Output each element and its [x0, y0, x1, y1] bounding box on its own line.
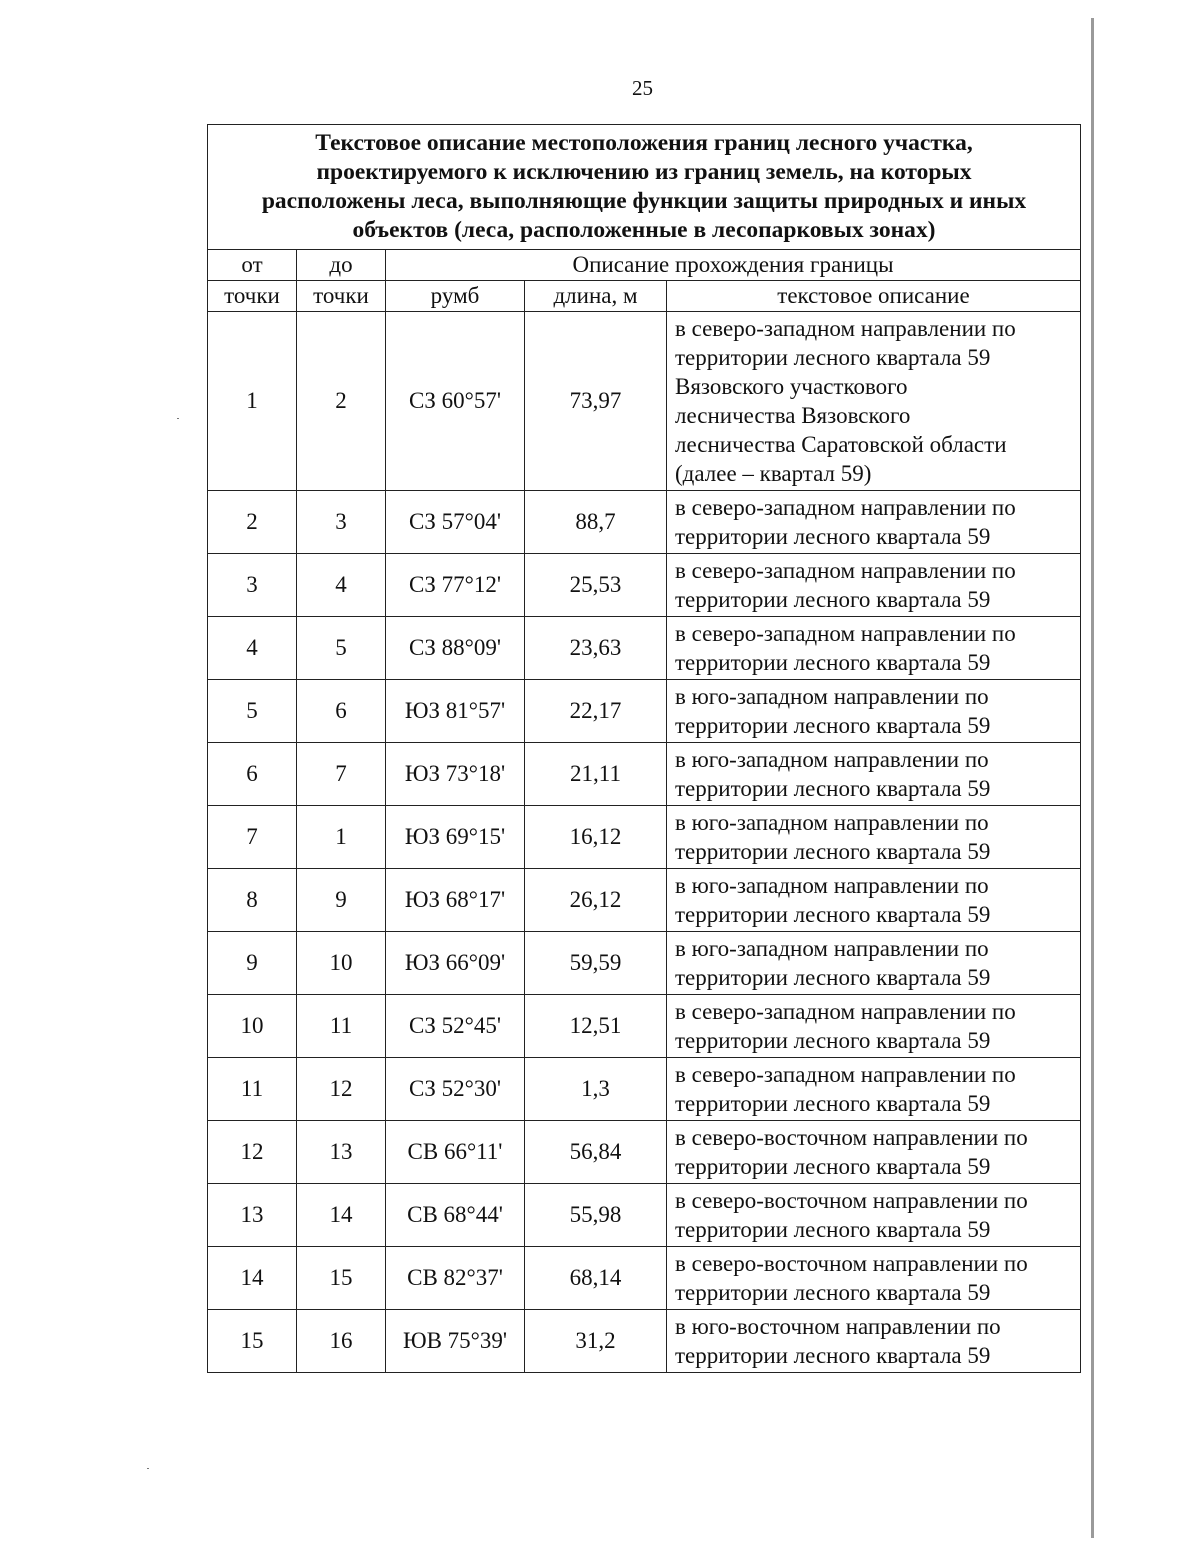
cell-to: 6 — [297, 680, 386, 743]
cell-length: 31,2 — [525, 1310, 667, 1373]
boundary-table — [207, 124, 1081, 1373]
header-text: текстовое описание — [667, 281, 1081, 312]
description-line: в северо-западном направлении по — [675, 316, 1016, 341]
cell-description — [667, 491, 1081, 554]
header-to-top: до — [297, 250, 386, 281]
description-line: территории лесного квартала 59 — [675, 902, 991, 927]
table-title: Текстовое описание местоположения границ лесного участка, проектируемого к исключению из границ земель, на которых расположены леса, выполняющие функции защиты природных и иных объектов (леса, расположенные в лесопарковых зонах) — [208, 125, 1081, 250]
cell-description — [667, 680, 1081, 743]
cell-description — [667, 1310, 1081, 1373]
cell-to: 3 — [297, 491, 386, 554]
description-line: в юго-западном направлении по — [675, 684, 989, 709]
header-to-bottom: точки — [297, 281, 386, 312]
description-line: территории лесного квартала 59 — [675, 1028, 991, 1053]
cell-description — [667, 1058, 1081, 1121]
cell-length: 1,3 — [525, 1058, 667, 1121]
table-row — [208, 1247, 1081, 1310]
cell-from: 10 — [208, 995, 297, 1058]
cell-bearing: СЗ 52°45' — [386, 995, 525, 1058]
cell-bearing: СЗ 52°30' — [386, 1058, 525, 1121]
cell-bearing: ЮЗ 81°57' — [386, 680, 525, 743]
table-row — [208, 312, 1081, 491]
cell-description — [667, 869, 1081, 932]
cell-description — [667, 743, 1081, 806]
cell-from: 14 — [208, 1247, 297, 1310]
cell-from: 12 — [208, 1121, 297, 1184]
header-row-top — [208, 250, 1081, 281]
description-line: в северо-западном направлении по — [675, 621, 1016, 646]
header-from-top: от — [208, 250, 297, 281]
cell-bearing: ЮЗ 68°17' — [386, 869, 525, 932]
cell-length: 23,63 — [525, 617, 667, 680]
description-line: в северо-западном направлении по — [675, 999, 1016, 1024]
cell-description — [667, 1184, 1081, 1247]
scan-edge-line — [1091, 18, 1094, 1538]
cell-from: 7 — [208, 806, 297, 869]
cell-from: 8 — [208, 869, 297, 932]
table-row — [208, 491, 1081, 554]
cell-bearing: ЮЗ 73°18' — [386, 743, 525, 806]
description-line: территории лесного квартала 59 — [675, 1343, 991, 1368]
table-row — [208, 680, 1081, 743]
table-row — [208, 743, 1081, 806]
description-line: территории лесного квартала 59 — [675, 1217, 991, 1242]
description-line: в северо-западном направлении по — [675, 495, 1016, 520]
cell-to: 2 — [297, 312, 386, 491]
cell-bearing: СЗ 88°09' — [386, 617, 525, 680]
description-line: территории лесного квартала 59 — [675, 776, 991, 801]
table-row — [208, 617, 1081, 680]
cell-length: 73,97 — [525, 312, 667, 491]
cell-to: 14 — [297, 1184, 386, 1247]
description-line: в северо-восточном направлении по — [675, 1125, 1028, 1150]
description-line: в северо-западном направлении по — [675, 1062, 1016, 1087]
description-line: лесничества Вязовского — [675, 403, 911, 428]
table-row — [208, 554, 1081, 617]
header-row-bottom — [208, 281, 1081, 312]
description-line: территории лесного квартала 59 — [675, 965, 991, 990]
cell-from: 11 — [208, 1058, 297, 1121]
table-row — [208, 995, 1081, 1058]
cell-bearing: СВ 68°44' — [386, 1184, 525, 1247]
scan-speck — [147, 1468, 149, 1469]
scan-speck — [177, 418, 179, 419]
header-length: длина, м — [525, 281, 667, 312]
description-line: территории лесного квартала 59 — [675, 1091, 991, 1116]
description-line: в юго-восточном направлении по — [675, 1314, 1001, 1339]
cell-to: 16 — [297, 1310, 386, 1373]
cell-length: 16,12 — [525, 806, 667, 869]
cell-length: 25,53 — [525, 554, 667, 617]
cell-from: 4 — [208, 617, 297, 680]
cell-length: 56,84 — [525, 1121, 667, 1184]
cell-bearing: ЮЗ 66°09' — [386, 932, 525, 995]
cell-from: 2 — [208, 491, 297, 554]
cell-bearing: ЮЗ 69°15' — [386, 806, 525, 869]
cell-description — [667, 932, 1081, 995]
cell-from: 1 — [208, 312, 297, 491]
table-row — [208, 1121, 1081, 1184]
cell-description — [667, 806, 1081, 869]
cell-bearing: СВ 82°37' — [386, 1247, 525, 1310]
cell-length: 59,59 — [525, 932, 667, 995]
cell-from: 15 — [208, 1310, 297, 1373]
cell-length: 26,12 — [525, 869, 667, 932]
cell-from: 5 — [208, 680, 297, 743]
description-line: в северо-восточном направлении по — [675, 1188, 1028, 1213]
cell-to: 10 — [297, 932, 386, 995]
description-line: территории лесного квартала 59 — [675, 650, 991, 675]
cell-description — [667, 617, 1081, 680]
description-line: территории лесного квартала 59 — [675, 1280, 991, 1305]
cell-from: 9 — [208, 932, 297, 995]
description-line: территории лесного квартала 59 — [675, 713, 991, 738]
header-from-bottom: точки — [208, 281, 297, 312]
cell-bearing: СЗ 57°04' — [386, 491, 525, 554]
table-row — [208, 1310, 1081, 1373]
table-row — [208, 1184, 1081, 1247]
description-line: территории лесного квартала 59 — [675, 587, 991, 612]
cell-to: 12 — [297, 1058, 386, 1121]
cell-bearing: СЗ 77°12' — [386, 554, 525, 617]
table-row — [208, 932, 1081, 995]
description-line: в юго-западном направлении по — [675, 747, 989, 772]
description-line: в северо-западном направлении по — [675, 558, 1016, 583]
cell-length: 22,17 — [525, 680, 667, 743]
table-title-row — [208, 125, 1081, 250]
cell-to: 1 — [297, 806, 386, 869]
cell-to: 4 — [297, 554, 386, 617]
cell-description — [667, 995, 1081, 1058]
cell-to: 11 — [297, 995, 386, 1058]
cell-bearing: СВ 66°11' — [386, 1121, 525, 1184]
cell-to: 15 — [297, 1247, 386, 1310]
cell-to: 5 — [297, 617, 386, 680]
description-line: в юго-западном направлении по — [675, 936, 989, 961]
header-group: Описание прохождения границы — [386, 250, 1081, 281]
cell-to: 9 — [297, 869, 386, 932]
page-number: 25 — [632, 76, 653, 100]
table-row — [208, 1058, 1081, 1121]
description-line: в юго-западном направлении по — [675, 810, 989, 835]
description-line: территории лесного квартала 59 — [675, 839, 991, 864]
cell-to: 13 — [297, 1121, 386, 1184]
cell-description — [667, 1247, 1081, 1310]
cell-description — [667, 312, 1081, 491]
cell-from: 6 — [208, 743, 297, 806]
cell-length: 88,7 — [525, 491, 667, 554]
cell-length: 68,14 — [525, 1247, 667, 1310]
description-line: территории лесного квартала 59 — [675, 524, 991, 549]
cell-length: 12,51 — [525, 995, 667, 1058]
table-row — [208, 806, 1081, 869]
description-line: территории лесного квартала 59 — [675, 345, 991, 370]
description-line: в северо-восточном направлении по — [675, 1251, 1028, 1276]
cell-from: 13 — [208, 1184, 297, 1247]
table-row — [208, 869, 1081, 932]
cell-bearing: СЗ 60°57' — [386, 312, 525, 491]
cell-to: 7 — [297, 743, 386, 806]
description-line: территории лесного квартала 59 — [675, 1154, 991, 1179]
cell-length: 55,98 — [525, 1184, 667, 1247]
cell-from: 3 — [208, 554, 297, 617]
cell-length: 21,11 — [525, 743, 667, 806]
header-bearing: румб — [386, 281, 525, 312]
description-line: в юго-западном направлении по — [675, 873, 989, 898]
cell-description — [667, 554, 1081, 617]
description-line: Вязовского участкового — [675, 374, 908, 399]
description-line: лесничества Саратовской области — [675, 432, 1007, 457]
description-line: (далее – квартал 59) — [675, 461, 872, 486]
cell-bearing: ЮВ 75°39' — [386, 1310, 525, 1373]
cell-description — [667, 1121, 1081, 1184]
